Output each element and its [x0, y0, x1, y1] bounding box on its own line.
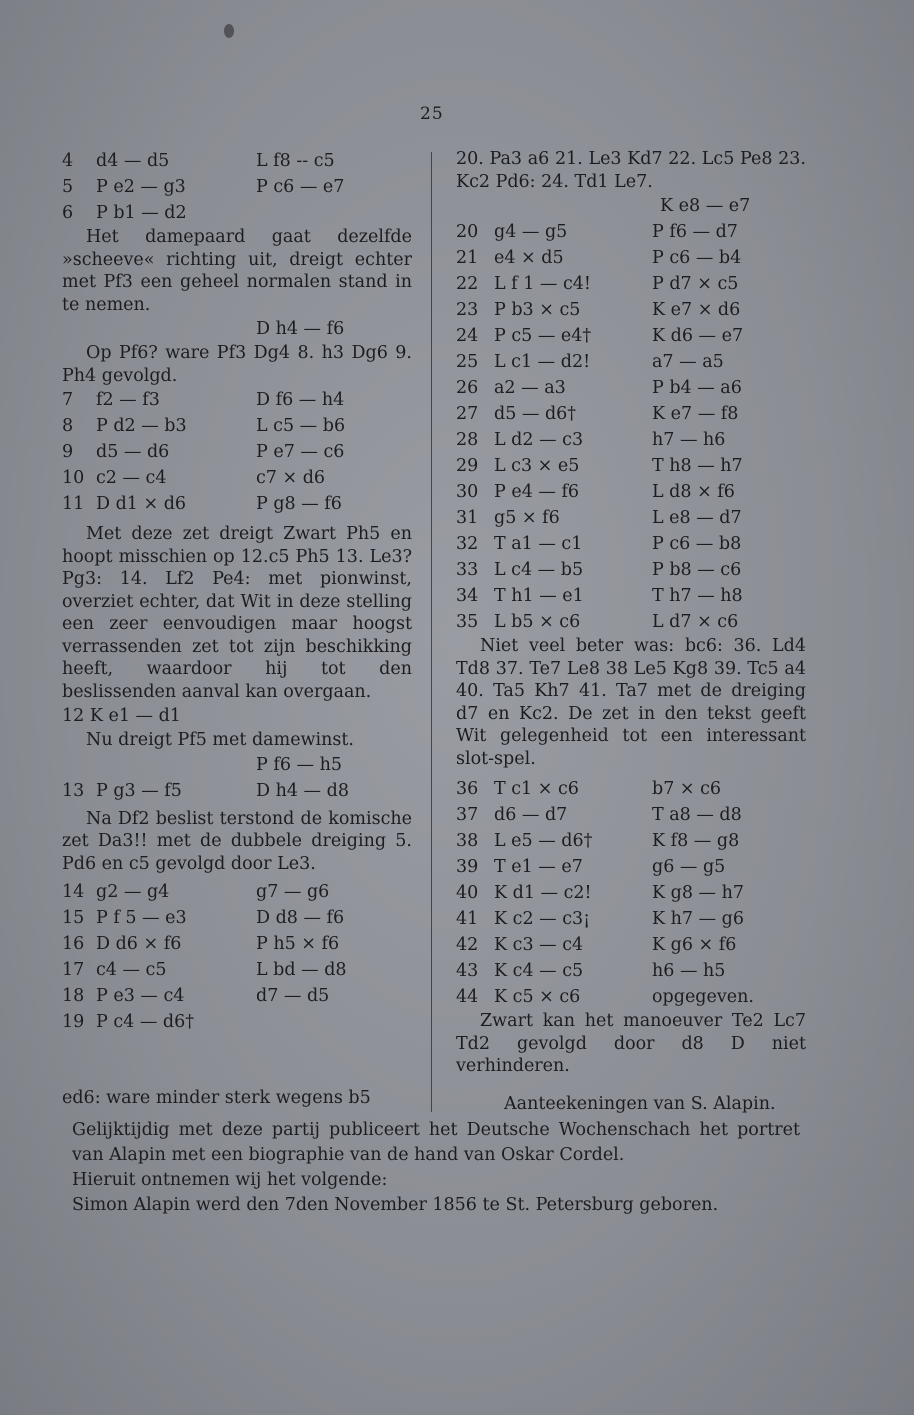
white-move: P b3 × c5 [494, 300, 581, 320]
move-list-14-19 [62, 879, 412, 1035]
white-move: T a1 — c1 [494, 534, 583, 554]
white-move: f2 — f3 [96, 390, 160, 410]
annotation-move-35: Niet veel beter was: bc6: 36. Ld4 Td8 37. Te7 Le8 38 Le5 Kg8 39. Tc5 a4 40. Ta5 Kh7 41. Ta7 met de dreiging d7 en Kc2. De zet in den tekst geeft Wit gelegenheid tot een interessant slot-spel. [456, 636, 806, 769]
move-number: 36 [456, 779, 479, 799]
move-number: 11 [62, 494, 85, 514]
move-row [62, 439, 412, 465]
annotation-move-19: ed6: ware minder sterk wegens b5 [62, 1088, 371, 1108]
black-move: T a8 — d8 [652, 805, 742, 825]
black-move: D d8 — f6 [256, 908, 345, 928]
move-number: 13 [62, 780, 85, 801]
black-move: K h7 — g6 [652, 909, 745, 929]
annotation-move-12: Nu dreigt Pf5 met damewinst. [86, 730, 354, 750]
move-row [456, 776, 806, 802]
white-move: L c4 — b5 [494, 560, 584, 580]
white-move: D d1 × d6 [96, 494, 187, 514]
move-number: 43 [456, 961, 479, 981]
black-move: K f8 — g8 [652, 831, 740, 851]
move-row [456, 297, 806, 323]
black-move: g7 — g6 [256, 882, 330, 902]
move-row [62, 148, 412, 174]
black-move-12: P f6 — h5 [256, 754, 342, 775]
white-move: P d2 — b3 [96, 416, 187, 436]
white-move: K c4 — c5 [494, 961, 584, 981]
move-number: 17 [62, 960, 85, 980]
move-row [62, 983, 412, 1009]
move-row [62, 778, 412, 804]
move-number: 14 [62, 882, 85, 902]
black-move: P g8 — f6 [256, 494, 342, 514]
move-list-7-11 [62, 387, 412, 517]
move-number: 7 [62, 390, 74, 410]
move-number: 5 [62, 177, 74, 197]
white-move: T h1 — e1 [494, 586, 584, 606]
black-move: d7 — d5 [256, 986, 330, 1006]
black-move: a7 — a5 [652, 352, 724, 372]
move-row [456, 932, 806, 958]
final-annotation: Zwart kan het manoeuver Te2 Lc7 Td2 gevolgd door d8 D niet verhinderen. [456, 1011, 806, 1076]
move-list-36-44 [456, 776, 806, 1010]
white-move: T e1 — e7 [494, 857, 583, 877]
annotation-move-7: Op Pf6? ware Pf3 Dg4 8. h3 Dg6 9. Ph4 gevolgd. [62, 343, 412, 386]
move-row [62, 879, 412, 905]
white-move: L c1 — d2! [494, 352, 591, 372]
black-move: L f8 -- c5 [256, 151, 335, 171]
black-move: L e8 — d7 [652, 508, 742, 528]
move-number: 22 [456, 274, 479, 294]
white-move: P e3 — c4 [96, 986, 185, 1006]
move-list-20-35 [456, 219, 806, 635]
move-list-4-6 [62, 148, 412, 226]
move-number: 29 [456, 456, 479, 476]
black-move: L c5 — b6 [256, 416, 346, 436]
white-move: P e4 — f6 [494, 482, 580, 502]
black-move: h6 — h5 [652, 961, 726, 981]
move-number: 35 [456, 612, 479, 632]
white-move: T c1 × c6 [494, 779, 579, 799]
white-move: P g3 — f5 [96, 780, 182, 801]
black-move: P d7 × c5 [652, 274, 739, 294]
black-move: g6 — g5 [652, 857, 726, 877]
move-number: 38 [456, 831, 479, 851]
move-row [456, 271, 806, 297]
white-move: c2 — c4 [96, 468, 167, 488]
white-move: K c2 — c3¡ [494, 909, 591, 929]
white-move: a2 — a3 [494, 378, 566, 398]
move-row [62, 957, 412, 983]
black-move: P h5 × f6 [256, 934, 340, 954]
white-move: g2 — g4 [96, 882, 170, 902]
move-number: 31 [456, 508, 479, 528]
black-move: opgegeven. [652, 987, 754, 1007]
move-row [456, 375, 806, 401]
move-number: 26 [456, 378, 479, 398]
move-row [456, 453, 806, 479]
white-move: K c5 × c6 [494, 987, 581, 1007]
white-move: d6 — d7 [494, 805, 568, 825]
white-move: L e5 — d6† [494, 831, 593, 851]
move-number: 25 [456, 352, 479, 372]
move-number: 28 [456, 430, 479, 450]
move-number: 18 [62, 986, 85, 1006]
move-row [456, 219, 806, 245]
column-divider [431, 152, 432, 1112]
black-move: K d6 — e7 [652, 326, 744, 346]
intro-moves: 20. Pa3 a6 21. Le3 Kd7 22. Lc5 Pe8 23. Kc2 Pd6: 24. Td1 Le7. [456, 149, 806, 192]
move-number: 33 [456, 560, 479, 580]
move-row [456, 245, 806, 271]
black-move: P b4 — a6 [652, 378, 742, 398]
white-move: e4 × d5 [494, 248, 564, 268]
move-number: 42 [456, 935, 479, 955]
black-move: T h8 — h7 [652, 456, 743, 476]
move-row [62, 200, 412, 226]
biography-first-line: Simon Alapin werd den 7den November 1856 te St. Petersburg geboren. [72, 1195, 719, 1215]
biography-intro: Gelijktijdig met deze partij publiceert het Deutsche Wochenschach het portret van Alapin met een biographie van de hand van Oskar Cordel. [72, 1120, 800, 1165]
white-move: P c4 — d6† [96, 1012, 194, 1032]
move-row [456, 557, 806, 583]
right-column [456, 148, 806, 1078]
white-move: P e2 — g3 [96, 177, 186, 197]
move-number: 4 [62, 151, 74, 171]
black-move: K g6 × f6 [652, 935, 737, 955]
move-number: 10 [62, 468, 85, 488]
move-number: 24 [456, 326, 479, 346]
biography-section [72, 1118, 800, 1218]
black-move: P c6 — e7 [256, 177, 345, 197]
black-move: b7 × c6 [652, 779, 722, 799]
annotation-move-11: Met deze zet dreigt Zwart Ph5 en hoopt misschien op 12.c5 Ph5 13. Le3? Pg3: 14. Lf2 Pe4: met pionwinst, overziet echter, dat Wit in deze stelling een zeer eenvoudigen maar hoogst verrassenden zet tot zijn beschikking heeft, waardoor hij tot den beslissenden aanval kan overgaan. [62, 524, 412, 702]
move-number: 44 [456, 987, 479, 1007]
move-row [62, 413, 412, 439]
white-move: d5 — d6 [96, 442, 170, 462]
white-move: P f 5 — e3 [96, 908, 187, 928]
move-row [456, 323, 806, 349]
black-move: K g8 — h7 [652, 883, 745, 903]
ink-spot [224, 24, 234, 38]
move-row [456, 401, 806, 427]
move-12: 12 K e1 — d1 [62, 706, 181, 726]
move-number: 9 [62, 442, 74, 462]
move-number: 41 [456, 909, 479, 929]
move-row [62, 491, 412, 517]
black-move: T h7 — h8 [652, 586, 743, 606]
black-move: P c6 — b4 [652, 248, 742, 268]
black-move: P e7 — c6 [256, 442, 345, 462]
white-move: L c3 × e5 [494, 456, 580, 476]
move-row [456, 427, 806, 453]
move-number: 39 [456, 857, 479, 877]
left-column [62, 148, 412, 1035]
move-number: 23 [456, 300, 479, 320]
move-row [62, 1009, 412, 1035]
move-number: 21 [456, 248, 479, 268]
white-move: L d2 — c3 [494, 430, 584, 450]
black-move: P f6 — d7 [652, 222, 738, 242]
move-row [456, 880, 806, 906]
black-move: K e7 — f8 [652, 404, 739, 424]
black-move [256, 1009, 412, 1035]
move-number: 40 [456, 883, 479, 903]
move-row [62, 465, 412, 491]
white-move: K c3 — c4 [494, 935, 584, 955]
white-move: L f 1 — c4! [494, 274, 591, 294]
page-number: 25 [420, 104, 444, 124]
move-row [456, 349, 806, 375]
move-row [456, 505, 806, 531]
move-number: 6 [62, 203, 74, 223]
black-move: L d8 × f6 [652, 482, 735, 502]
black-move-7: D h4 — f6 [256, 319, 345, 339]
move-row [456, 802, 806, 828]
move-row [456, 609, 806, 635]
black-move: D f6 — h4 [256, 390, 345, 410]
move-number: 16 [62, 934, 85, 954]
black-move: D h4 — d8 [256, 780, 349, 801]
black-move: L d7 × c6 [652, 612, 739, 632]
white-move: g4 — g5 [494, 222, 568, 242]
annotation-move-13: Na Df2 beslist terstond de komische zet Da3!! met de dubbele dreiging 5. Pd6 en c5 gevolgd door Le3. [62, 808, 412, 874]
move-row [62, 931, 412, 957]
black-move: L bd — d8 [256, 960, 347, 980]
move-number: 8 [62, 416, 74, 436]
black-move: P c6 — b8 [652, 534, 742, 554]
move-number: 37 [456, 805, 479, 825]
black-move: c7 × d6 [256, 468, 326, 488]
move-row [456, 906, 806, 932]
black-move [256, 200, 412, 226]
move-number: 34 [456, 586, 479, 606]
white-move: P c5 — e4† [494, 326, 592, 346]
black-move: K e7 × d6 [652, 300, 741, 320]
move-row [456, 984, 806, 1010]
move-number: 19 [62, 1012, 85, 1032]
move-number: 27 [456, 404, 479, 424]
move-row [456, 479, 806, 505]
annotator-signature: Aanteekeningen van S. Alapin. [504, 1094, 776, 1114]
move-row [62, 905, 412, 931]
white-move: g5 × f6 [494, 508, 560, 528]
move-row [456, 828, 806, 854]
white-move: d5 — d6† [494, 404, 577, 424]
move-number: 30 [456, 482, 479, 502]
white-move: c4 — c5 [96, 960, 167, 980]
move-number: 32 [456, 534, 479, 554]
black-move: h7 — h6 [652, 430, 726, 450]
move-row [456, 583, 806, 609]
annotation-move-6: Het damepaard gaat dezelfde »scheeve« richting uit, dreigt echter met Pf3 een geheel normalen stand in te nemen. [62, 227, 412, 315]
move-number: 20 [456, 222, 479, 242]
black-move-24: K e8 — e7 [660, 196, 751, 216]
move-row [456, 854, 806, 880]
white-move: d4 — d5 [96, 151, 170, 171]
move-row [62, 174, 412, 200]
white-move: K d1 — c2! [494, 883, 592, 903]
move-row [62, 387, 412, 413]
white-move: P b1 — d2 [96, 203, 187, 223]
white-move: D d6 × f6 [96, 934, 182, 954]
biography-lead: Hieruit ontnemen wij het volgende: [72, 1170, 388, 1190]
move-row [456, 531, 806, 557]
white-move: L b5 × c6 [494, 612, 581, 632]
move-row [456, 958, 806, 984]
black-move: P b8 — c6 [652, 560, 742, 580]
move-number: 15 [62, 908, 85, 928]
